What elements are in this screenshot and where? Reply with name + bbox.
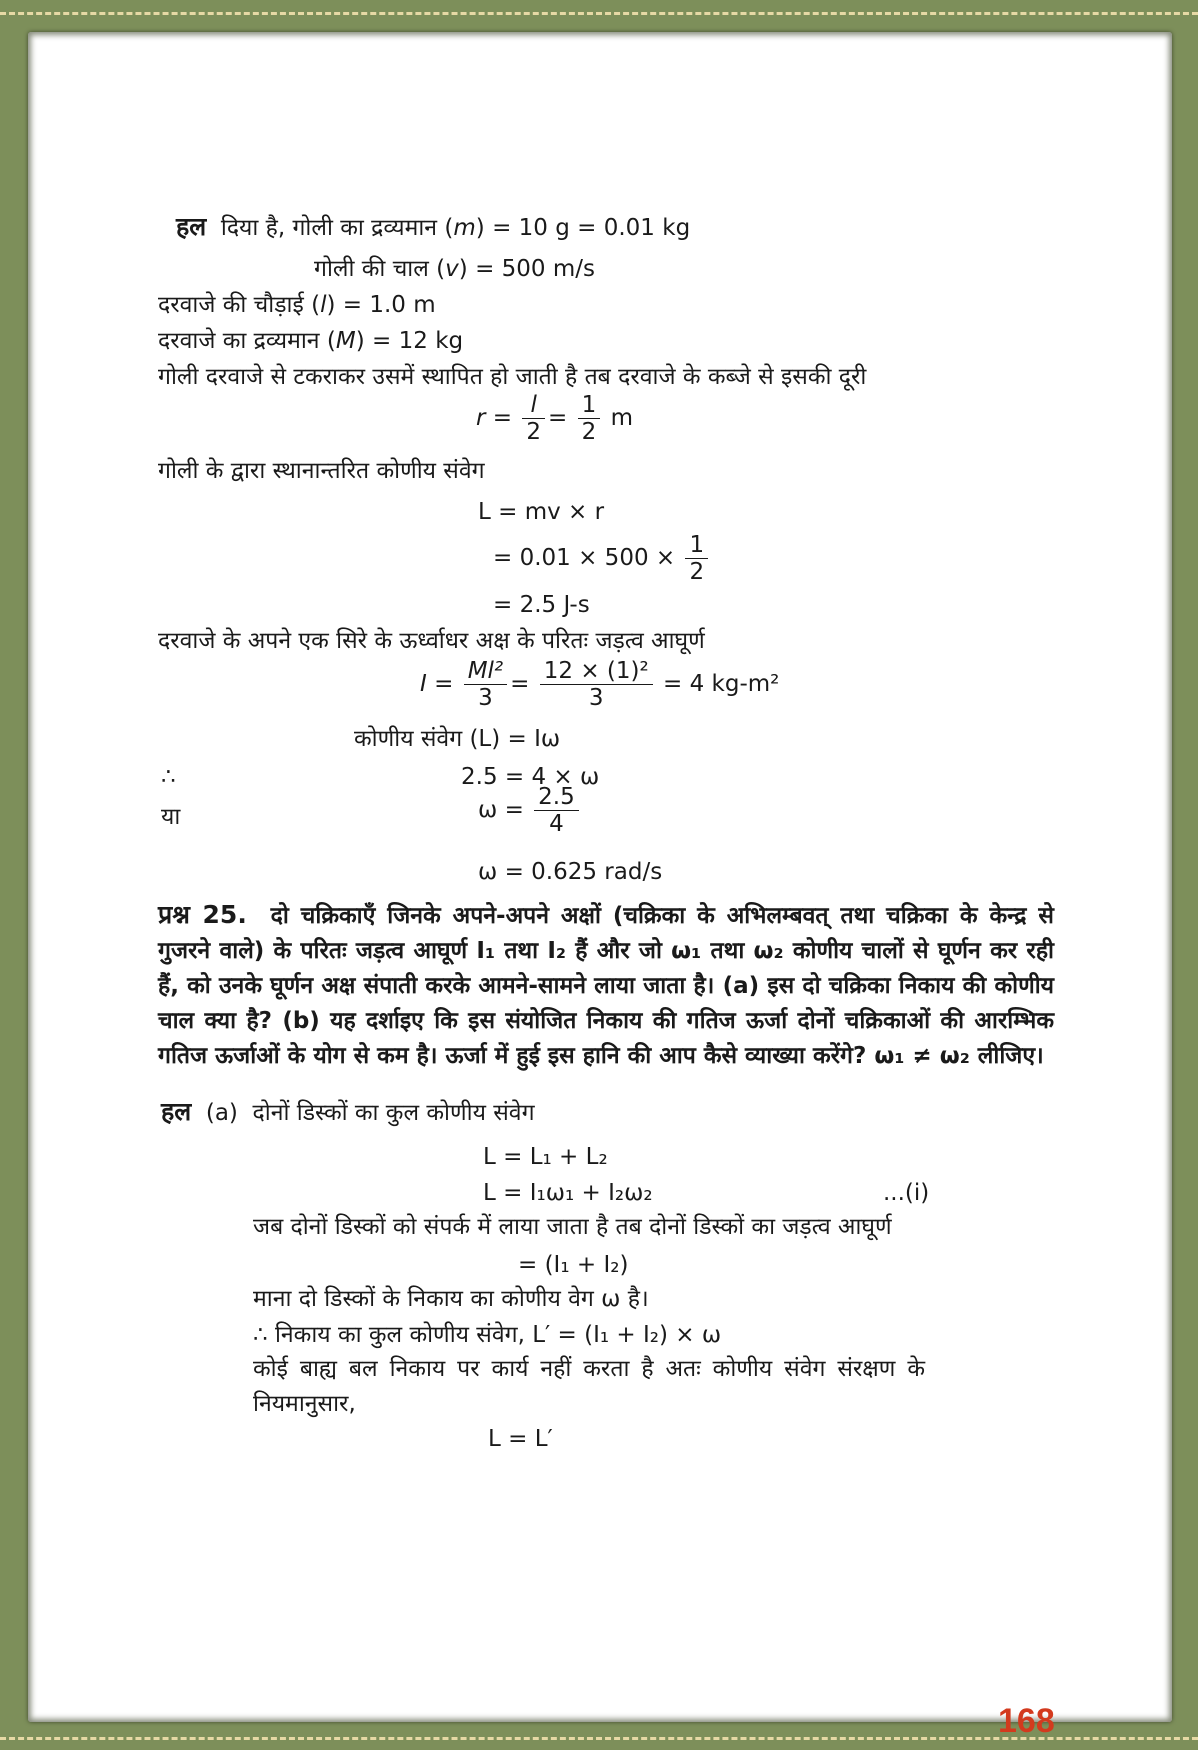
question-text: दो चक्रिकाएँ जिनके अपने-अपने अक्षों (चक्रिका के अभिलम्बवत् तथा चक्रिका के केन्द्र से गुजरने वाले) के परितः जड़त्व आघूर्ण I₁ तथा I₂ हैं और जो ω₁ तथा ω₂ कोणीय चालों से घूर्णन कर रही हैं, को उनके घूर्णन अक्ष संपाती करके आमने-सामने लाया जाता है। (a) इस दो चक्रिका निकाय की कोणीय चाल क्या है? (b) यह दर्शाइए कि इस संयोजित निकाय की गतिज ऊर्जा दोनों चक्रिकाओं की आरम्भिक गतिज ऊर्जाओं के योग से कम है। ऊर्जा में हुई इस हानि की आप कैसे व्याख्या करेंगे? ω₁ ≠ ω₂ लीजिए। <box>158 903 1054 1069</box>
door-mass-value: = 12 kg <box>372 328 464 354</box>
transfer-text: गोली के द्वारा स्थानान्तरित कोणीय संवेग <box>158 458 485 484</box>
page-sheet <box>28 32 1172 1740</box>
I-lhs: I = <box>420 671 454 697</box>
solution2-total-text: दोनों डिस्कों का कुल कोणीय संवेग <box>252 1100 535 1126</box>
L-step1-num: 1 <box>685 532 708 559</box>
door-mass-prefix: दरवाजे का द्रव्यमान <box>158 328 320 354</box>
ya-word: या <box>161 804 181 830</box>
eqB-tag: ...(i) <box>883 1180 930 1206</box>
total-L-text: ∴ निकाय का कुल कोणीय संवेग, L′ = (I₁ + I₂) × ω <box>253 1322 722 1348</box>
L-step1-den: 2 <box>689 559 705 585</box>
bullet-speed-line: गोली की चाल (v) = 500 m/s <box>314 256 596 282</box>
given-mass-line: हल दिया है, गोली का द्रव्यमान (m) = 10 g = 0.01 kg <box>176 212 691 241</box>
given-mass-prefix: दिया है, गोली का द्रव्यमान <box>220 215 438 241</box>
L-step1-text: = 0.01 × 500 × <box>493 545 676 571</box>
solution2-part: (a) <box>205 1100 238 1126</box>
embed-text: गोली दरवाजे से टकराकर उसमें स्थापित हो जाती है तब दरवाजे के कब्जे से इसकी दूरी <box>158 364 867 390</box>
width-value: = 1.0 m <box>342 292 436 318</box>
r-fraction-1 <box>522 392 545 445</box>
I-result: = 4 kg-m² <box>663 671 780 697</box>
eqA: L = L₁ + L₂ <box>483 1144 608 1170</box>
L-step2: = 2.5 J-s <box>493 592 590 618</box>
mass-var: m <box>453 215 476 241</box>
omega-result: ω = 0.625 rad/s <box>478 859 663 885</box>
r-equation: r = $\frac{l}{2}$ = $\frac{1}{2}$ m <box>476 392 633 445</box>
ang-mom-line: कोणीय संवेग (L) = Iω <box>354 726 561 752</box>
omega-fraction <box>534 784 579 837</box>
L-step1 <box>493 532 711 585</box>
I-fraction-2 <box>540 658 653 711</box>
r-frac1-den: 2 <box>526 419 542 445</box>
width-prefix: दरवाजे की चौड़ाई <box>158 292 304 318</box>
conservation-text: कोई बाह्य बल निकाय पर कार्य नहीं करता है अतः कोणीय संवेग संरक्षण के नियमानुसार, <box>253 1356 925 1417</box>
I-frac1-num: Ml² <box>467 658 504 684</box>
I-frac1-den: 3 <box>478 685 493 711</box>
omega-den: 4 <box>549 811 564 837</box>
r-unit: m <box>610 405 633 431</box>
r-frac2-num: 1 <box>578 392 601 419</box>
therefore-symbol: ∴ <box>161 764 176 790</box>
L-step1-fraction <box>685 532 708 585</box>
r-frac2-den: 2 <box>581 419 597 445</box>
mass-value: = 10 g = 0.01 kg <box>492 215 691 241</box>
assume-text: माना दो डिस्कों के निकाय का कोणीय वेग ω है। <box>253 1286 649 1312</box>
top-border-dashes <box>0 12 1198 15</box>
r-frac1-num: l <box>530 392 537 418</box>
width-var: l <box>320 292 327 318</box>
speed-value: = 500 m/s <box>475 256 596 282</box>
solution-label: हल <box>176 212 207 241</box>
omega-equation <box>478 784 582 837</box>
contact-text: जब दोनों डिस्कों को संपर्क में लाया जाता है तब दोनों डिस्कों का जड़त्व आघूर्ण <box>253 1214 892 1240</box>
final-eq: L = L′ <box>488 1426 553 1452</box>
question-label: प्रश्न 25. <box>158 900 247 929</box>
L-formula: L = mv × r <box>478 499 605 525</box>
r-fraction-2 <box>578 392 601 445</box>
eq1: 2.5 = 4 × ω <box>461 764 600 790</box>
question-25 <box>158 897 1054 1074</box>
page-number: 168 <box>998 1702 1055 1740</box>
I-fraction-1 <box>464 658 507 711</box>
door-mass-var: M <box>335 328 356 354</box>
I-frac2-num: 12 × (1)² <box>540 658 653 685</box>
speed-prefix: गोली की चाल <box>314 256 429 282</box>
sum-I: = (I₁ + I₂) <box>518 1252 629 1278</box>
I-frac2-den: 3 <box>588 685 604 711</box>
omega-lhs: ω = <box>478 797 524 823</box>
door-width-line: दरवाजे की चौड़ाई (l) = 1.0 m <box>158 292 436 318</box>
omega-num: 2.5 <box>534 784 579 811</box>
inertia-text: दरवाजे के अपने एक सिरे के ऊर्ध्वाधर अक्ष के परितः जड़त्व आघूर्ण <box>158 628 705 654</box>
r-lhs: r <box>476 405 486 431</box>
door-mass-line: दरवाजे का द्रव्यमान (M) = 12 kg <box>158 328 464 354</box>
solution2-label: हल <box>161 1097 192 1126</box>
speed-var: v <box>445 256 459 282</box>
eqB: L = I₁ω₁ + I₂ω₂ <box>483 1180 653 1206</box>
I-equation: I = $\frac{\text{Ml²}}{3}$ = $\frac{\text{12 × (1)²}}{3}$ = 4 kg-m² <box>420 658 780 711</box>
solution2-header <box>161 1097 535 1128</box>
